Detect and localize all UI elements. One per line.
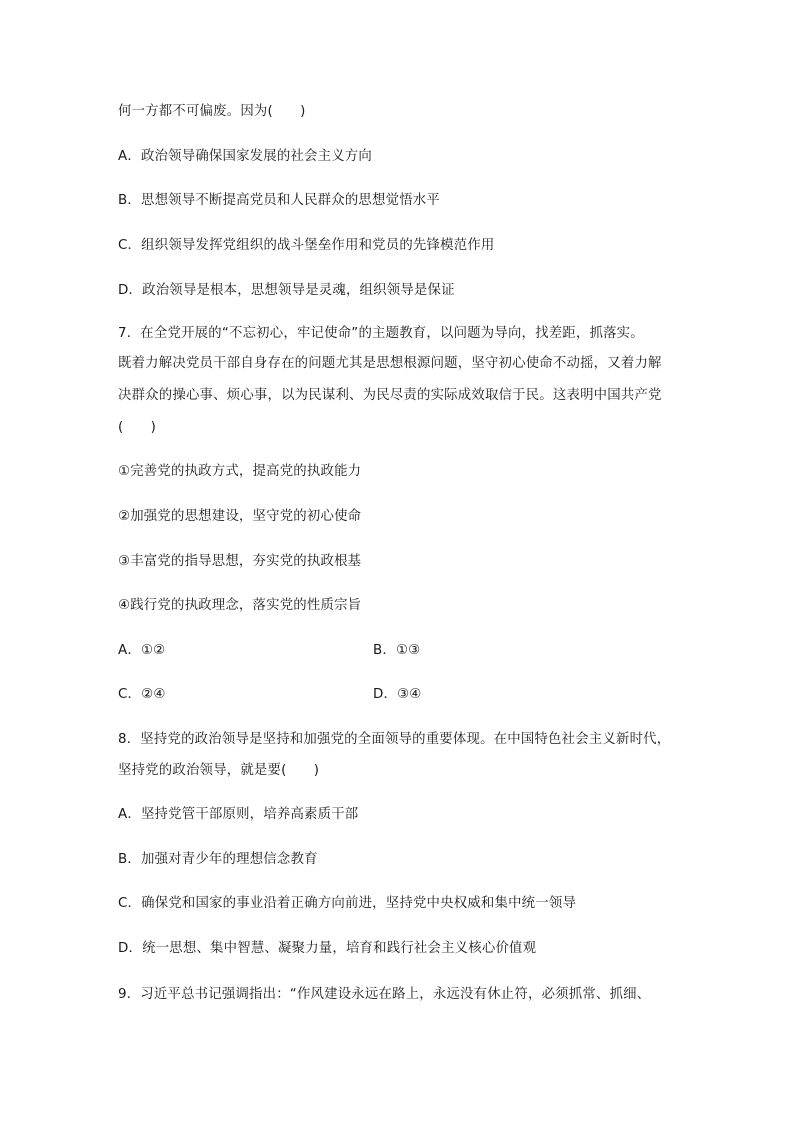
q6-stem-tail: 何一方都不可偏废。因为( )	[118, 104, 306, 119]
q7-option-c: C．②④	[118, 687, 166, 702]
q8-option-a: A．坚持党管干部原则，培养高素质干部	[118, 807, 359, 822]
q8-stem-line2: 坚持党的政治领导，就是要( )	[118, 763, 320, 778]
q7-statement-4: ④践行党的执政理念，落实党的性质宗旨	[118, 598, 362, 613]
q7-option-a: A．①②	[118, 643, 166, 658]
q8-option-d: D．统一思想、集中智慧、凝聚力量，培育和践行社会主义核心价值观	[118, 941, 537, 956]
q7-statement-2: ②加强党的思想建设，坚守党的初心使命	[118, 509, 362, 524]
q8-option-b: B．加强对青少年的理想信念教育	[118, 852, 318, 867]
q8-option-c: C．确保党和国家的事业沿着正确方向前进，坚持党中央权威和集中统一领导	[118, 896, 577, 911]
q7-option-b: B．①③	[373, 643, 421, 658]
q6-option-b: B．思想领导不断提高党员和人民群众的思想觉悟水平	[118, 193, 440, 208]
q7-option-d: D．③④	[373, 687, 422, 702]
q9-stem-line1: 9．习近平总书记强调指出：“作风建设永远在路上，永远没有休止符，必须抓常、抓细、	[118, 987, 651, 1002]
q7-stem-line1: 7．在全党开展的“不忘初心，牢记使命”的主题教育，以问题为导向，找差距，抓落实。	[118, 326, 644, 341]
q6-option-a: A．政治领导确保国家发展的社会主义方向	[118, 149, 372, 164]
q7-stem-line3: 决群众的操心事、烦心事，以为民谋利、为民尽责的实际成效取信于民。这表明中国共产党	[118, 388, 662, 403]
q7-statement-3: ③丰富党的指导思想，夯实党的执政根基	[118, 554, 362, 569]
q7-stem-line4: ( )	[118, 420, 157, 435]
q6-option-d: D．政治领导是根本，思想领导是灵魂，组织领导是保证	[118, 283, 455, 298]
q7-statement-1: ①完善党的执政方式，提高党的执政能力	[118, 464, 362, 479]
q8-stem-line1: 8．坚持党的政治领导是坚持和加强党的全面领导的重要体现。在中国特色社会主义新时代，	[118, 732, 671, 747]
q7-stem-line2: 既着力解决党员干部自身存在的问题尤其是思想根源问题，坚守初心使命不动摇，又着力解	[118, 356, 662, 371]
q6-option-c: C．组织领导发挥党组织的战斗堡垒作用和党员的先锋模范作用	[118, 238, 495, 253]
